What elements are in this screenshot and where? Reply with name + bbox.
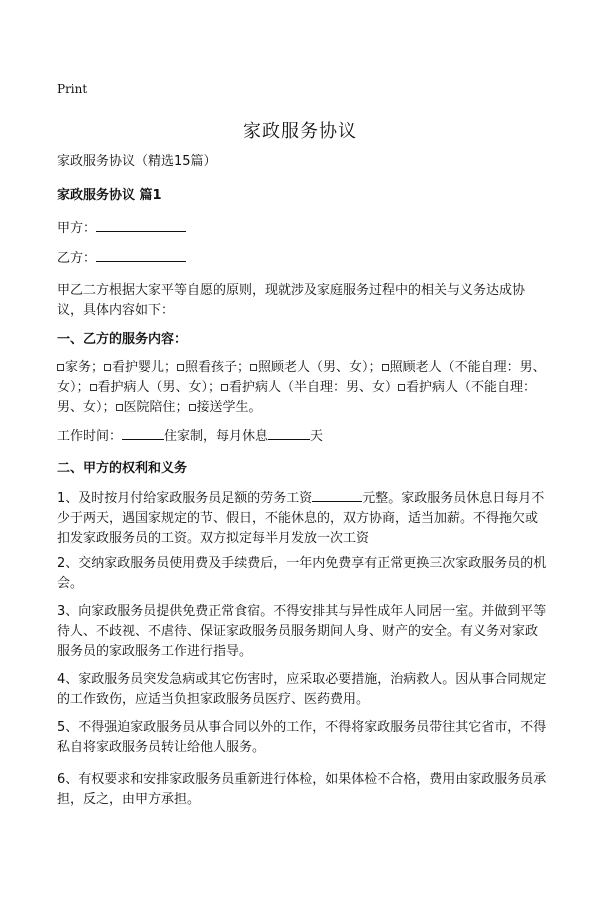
checkbox-icon — [398, 384, 405, 391]
service-item: 家务； — [57, 360, 104, 375]
document-title: 家政服务协议 — [243, 121, 357, 142]
intro-paragraph: 甲乙二方根据大家平等自愿的原则，现就涉及家庭服务过程中的相关与义务达成协议，具体内容如下： — [57, 283, 526, 318]
clause-5: 5、不得强迫家政服务员从事合同以外的工作，不得将家政服务员带往其它省市，不得私自将家政服务员转让给他人服务。 — [57, 720, 547, 755]
service-item: 照顾老人（男、女）； — [250, 360, 382, 375]
checkbox-icon — [382, 364, 389, 371]
work-time-blank-1 — [122, 427, 164, 440]
clause-1: 1、及时按月付给家政服务员足额的劳务工资 元整。家政服务员休息日每月不少于两天，遇国家规定的节、假日，不能休息的，双方协商，适当加薪。不得拖欠或扣发家政服务员的工资。双方拟定每半月发放一次工资 — [57, 491, 545, 546]
service-item: 看护病人（不能自理：男、女）； — [57, 380, 537, 415]
heading-rights-obligations: 二、甲方的权利和义务 — [57, 461, 188, 476]
checkbox-icon — [57, 364, 64, 371]
service-item: 接送学生。 — [189, 400, 262, 415]
service-item: 医院陪住； — [116, 400, 189, 415]
checkbox-icon — [177, 364, 184, 371]
service-item: 看护病人（半自理：男、女） — [221, 380, 398, 395]
party-a-blank — [96, 219, 186, 232]
document-subtitle: 家政服务协议（精选15篇） — [57, 154, 217, 169]
service-item: 照看孩子； — [177, 360, 250, 375]
section-title: 家政服务协议 篇1 — [57, 188, 162, 203]
service-item: 看护婴儿； — [104, 360, 177, 375]
service-item: 看护病人（男、女）； — [90, 380, 222, 395]
clause-2: 2、交纳家政服务员使用费及手续费后，一年内免费享有正常更换三次家政服务员的机会。 — [57, 556, 547, 591]
checkbox-icon — [189, 404, 196, 411]
party-a-label: 甲方： — [57, 221, 97, 236]
checkbox-icon — [116, 404, 123, 411]
checkbox-icon — [90, 384, 97, 391]
work-time-line — [57, 427, 557, 447]
clause-4: 4、家政服务员突发急病或其它伤害时，应采取必要措施，治病救人。因从事合同规定的工作致伤，应适当负担家政服务员医疗、医药费用。 — [57, 672, 547, 707]
print-link[interactable]: Print — [57, 82, 88, 96]
services-list — [57, 358, 547, 418]
party-b-label: 乙方： — [57, 251, 97, 266]
work-time-end: 天 — [310, 429, 324, 444]
party-b-blank — [96, 249, 186, 262]
wage-blank — [312, 489, 362, 502]
clause-6: 6、有权要求和安排家政服务员重新进行体检，如果体检不合格，费用由家政服务员承担，反之，由甲方承担。 — [57, 772, 547, 807]
clause-3: 3、向家政服务员提供免费正常食宿。不得安排其与异性成年人同居一室。并做到平等待人、不歧视、不虐待、保证家政服务员服务期间人身、财产的安全。有义务对家政服务员的家政服务工作进行指导。 — [57, 604, 547, 659]
service-item: 照顾老人（不能自理：男、女）； — [57, 360, 546, 395]
work-time-mid: 住家制，每月休息 — [164, 429, 269, 444]
checkbox-icon — [221, 384, 228, 391]
heading-service-content: 一、乙方的服务内容： — [57, 332, 188, 347]
party-a-line — [57, 219, 557, 239]
checkbox-icon — [250, 364, 257, 371]
work-time-blank-2 — [268, 427, 310, 440]
party-b-line — [57, 249, 557, 269]
checkbox-icon — [104, 364, 111, 371]
work-time-label: 工作时间： — [57, 429, 123, 444]
